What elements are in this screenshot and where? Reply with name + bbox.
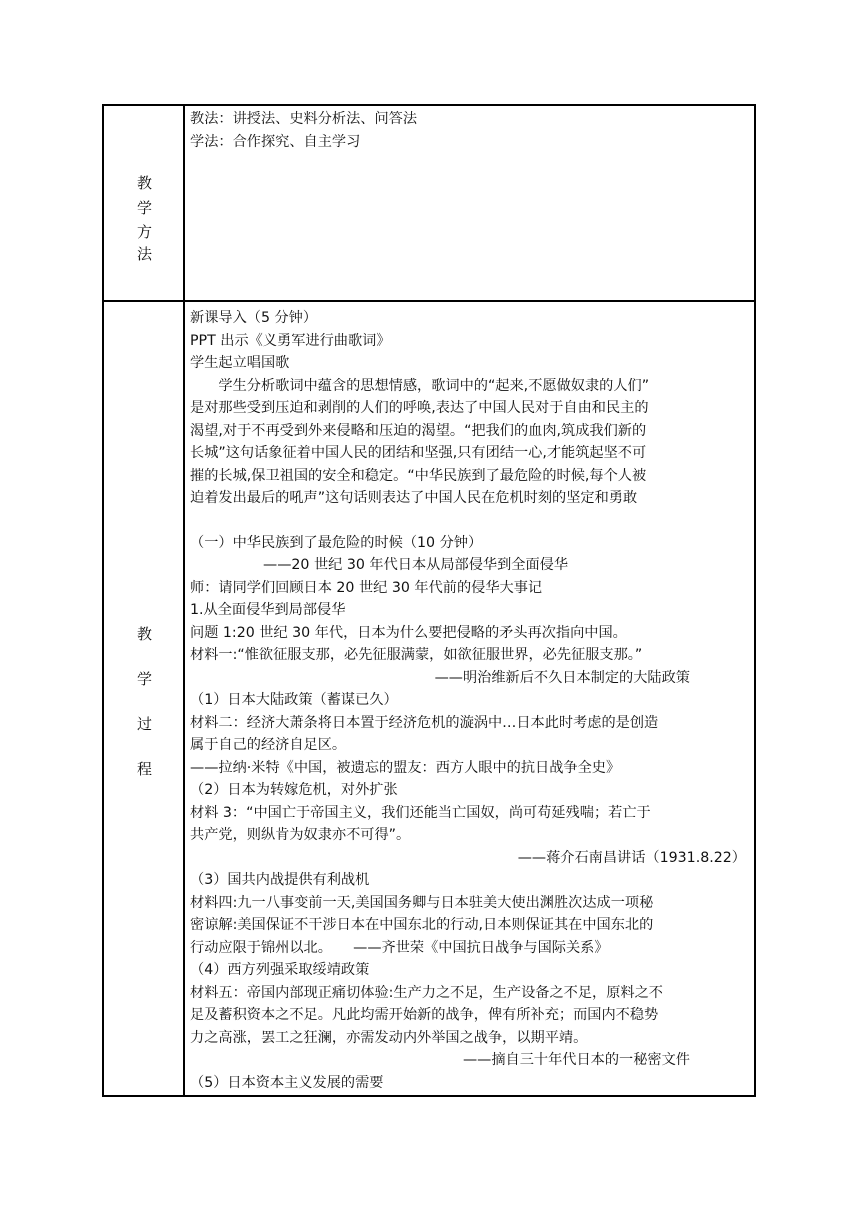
material-2-line: 属于自己的经济自足区。 (190, 737, 347, 753)
label-char: 法 (136, 245, 152, 263)
intro-paragraph-line: 长城”这句话象征着中国人民的团结和坚强,只有团结一心,才能筑起坚不可 (190, 445, 647, 461)
label-char: 学 (136, 199, 152, 217)
teaching-method-label (104, 106, 185, 300)
spacer (190, 510, 750, 532)
question-1: 问题 1:20 世纪 30 年代，日本为什么要把侵略的矛头再次指向中国。 (190, 624, 627, 641)
reason-3: （3）国共内战提供有利战机 (190, 872, 370, 888)
teaching-process-content (187, 302, 754, 1095)
material-5-line: 力之高涨，罢工之狂澜，亦需发动内外举国之战争，以期平靖。 (190, 1029, 588, 1046)
reason-2: （2）日本为转嫁危机，对外扩张 (190, 782, 398, 798)
part1-subheading: ——20 世纪 30 年代日本从局部侵华到全面侵华 (263, 557, 569, 573)
teaching-method-line: 教法：讲授法、史料分析法、问答法 (190, 111, 418, 127)
teaching-process-label (104, 302, 185, 1095)
material-2-source: ——拉纳·米特《中国，被遗忘的盟友：西方人眼中的抗日战争全史》 (190, 759, 621, 776)
material-1-source: ——明治维新后不久日本制定的大陆政策 (434, 669, 690, 686)
material-5-line: 足及蓄积资本之不足。凡此均需开始新的战争，俾有所补充；而国内不稳势 (190, 1007, 659, 1023)
intro-paragraph-line: 学生分析歌词中蕴含的思想情感，歌词中的“起来,不愿做奴隶的人们” (218, 377, 650, 394)
label-char: 学 (136, 670, 152, 688)
intro-paragraph-line: 摧的长城,保卫祖国的安全和稳定。“中华民族到了最危险的时候,每个人被 (190, 467, 647, 484)
material-2-line: 材料二：经济大萧条将日本置于经济危机的漩涡中…日本此时考虑的是创造 (190, 714, 659, 731)
label-char: 教 (136, 625, 152, 643)
label-char: 程 (136, 760, 152, 778)
material-4-line: 行动应限于锦州以北。 ——齐世荣《中国抗日战争与国际关系》 (190, 939, 609, 956)
material-5-source: ——摘自三十年代日本的一秘密文件 (462, 1052, 690, 1068)
intro-sing: 学生起立唱国歌 (190, 355, 290, 371)
intro-ppt: PPT 出示《义勇军进行曲歌词》 (190, 332, 391, 349)
label-char: 教 (136, 174, 152, 192)
material-4-line: 密谅解:美国保证不干涉日本在中国东北的行动,日本则保证其在中国东北的 (190, 917, 654, 933)
reason-4: （4）西方列强采取绥靖政策 (190, 962, 370, 978)
intro-paragraph-line: 迫着发出最后的吼声”这句话则表达了中国人民在危机时刻的坚定和勇敢 (190, 490, 638, 506)
reason-1: （1）日本大陆政策（蓄谋已久） (190, 692, 398, 708)
teaching-method-row (104, 106, 754, 302)
part1-heading: （一）中华民族到了最危险的时候（10 分钟） (190, 534, 483, 551)
intro-paragraph-line: 是对那些受到压迫和剥削的人们的呼唤,表达了中国人民对于自由和民主的 (190, 400, 649, 416)
material-1: 材料一:“惟欲征服支那，必先征服满蒙，如欲征服世界，必先征服支那。” (190, 647, 643, 663)
label-char: 过 (136, 715, 152, 733)
intro-title: 新课导入（5 分钟） (190, 310, 318, 326)
point-1: 1.从全面侵华到局部侵华 (190, 602, 346, 618)
material-3-source: ——蒋介石南昌讲话（1931.8.22） (517, 849, 746, 866)
label-char: 方 (136, 223, 152, 241)
material-5-line: 材料五：帝国内部现正痛切体验:生产力之不足，生产设备之不足，原料之不 (190, 984, 663, 1001)
material-3-line: 共产党，则纵肯为奴隶亦不可得”。 (190, 827, 411, 843)
lesson-plan-table (102, 104, 756, 1097)
teaching-process-row (104, 302, 754, 1095)
teaching-method-content (187, 106, 754, 300)
material-4-line: 材料四:九一八事变前一天,美国国务卿与日本驻美大使出渊胜次达成一项秘 (190, 894, 654, 911)
intro-paragraph-line: 渴望,对于不再受到外来侵略和压迫的渴望。“把我们的血肉,筑成我们新的 (190, 422, 647, 439)
material-3-line: 材料 3：“中国亡于帝国主义，我们还能当亡国奴，尚可苟延残喘；若亡于 (190, 804, 651, 821)
teacher-prompt: 师：请同学们回顾日本 20 世纪 30 年代前的侵华大事记 (190, 579, 543, 596)
learning-method-line: 学法：合作探究、自主学习 (190, 133, 361, 150)
reason-5: （5）日本资本主义发展的需要 (190, 1074, 384, 1091)
